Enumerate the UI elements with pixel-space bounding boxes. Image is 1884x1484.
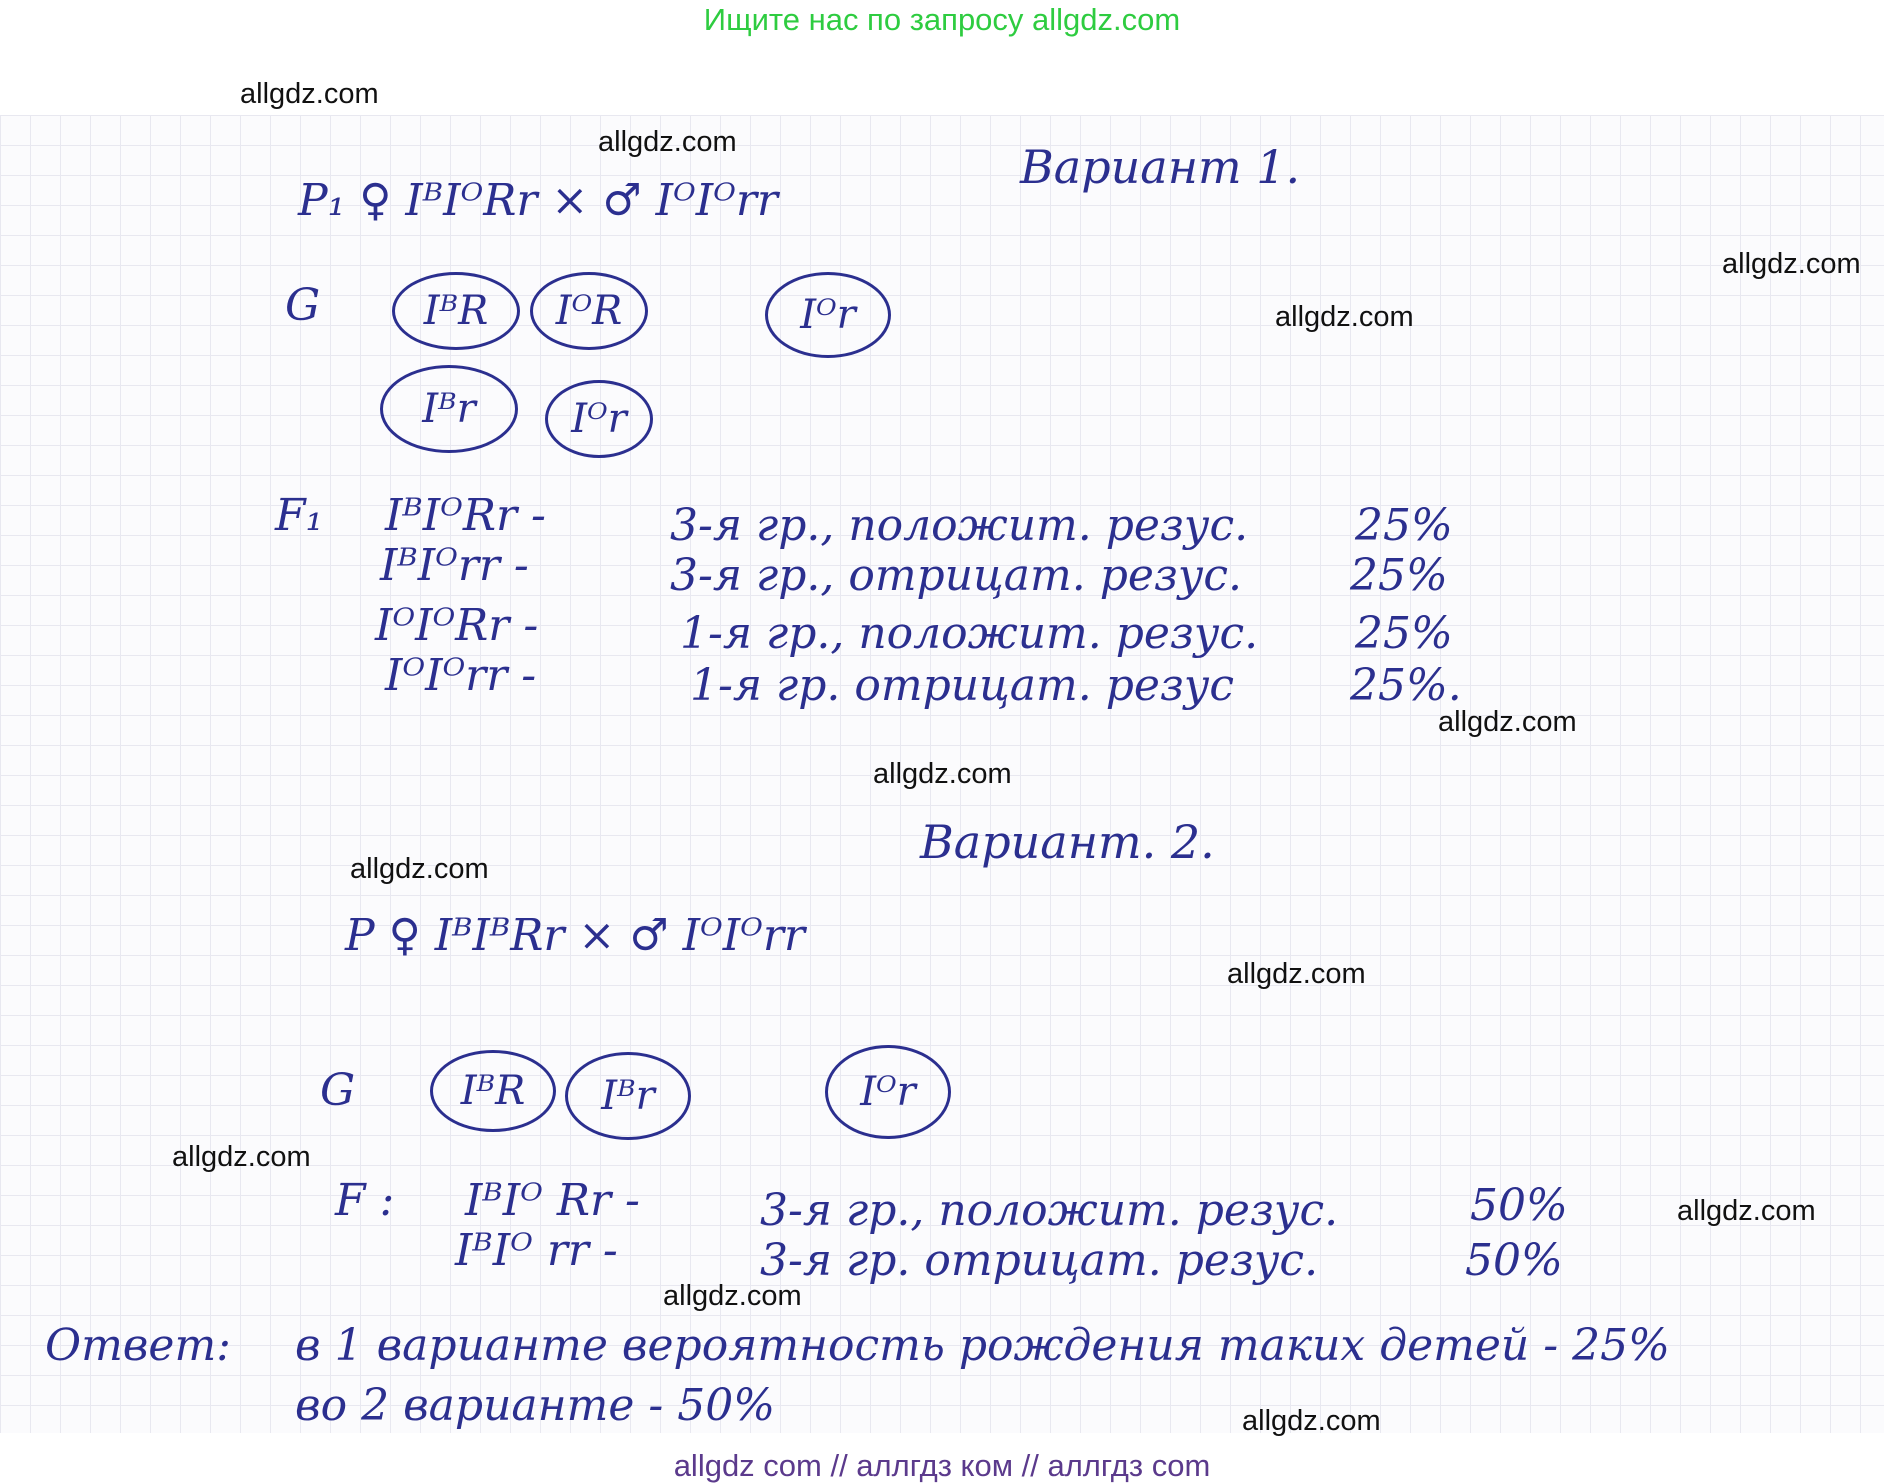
variant1-offspring-3-genotype: IᴼIᴼRr - xyxy=(375,600,539,651)
variant2-gametes-label: G xyxy=(320,1065,356,1116)
watermark: allgdz.com xyxy=(1438,706,1577,738)
variant1-offspring-1-desc: 3-я гр., положит. резус. xyxy=(670,500,1249,551)
variant1-gamete-3: Iᴼr xyxy=(765,272,891,358)
variant1-offspring-4-genotype: IᴼIᴼrr - xyxy=(385,650,537,701)
variant2-parents: P ♀ IᴮIᴮRr × ♂ IᴼIᴼrr xyxy=(345,910,805,961)
variant1-offspring-3-pct: 25% xyxy=(1355,608,1453,659)
variant2-f-label: F : xyxy=(335,1175,395,1226)
variant1-parents: P₁ ♀ IᴮIᴼRr × ♂ IᴼIᴼrr xyxy=(298,175,778,226)
variant2-offspring-1-genotype: IᴮIᴼ Rr - xyxy=(465,1175,640,1226)
watermark: allgdz.com xyxy=(1677,1195,1816,1227)
answer-line-2: во 2 варианте - 50% xyxy=(295,1380,776,1431)
variant1-f-label: F₁ xyxy=(275,490,324,541)
watermark: allgdz.com xyxy=(1242,1405,1381,1437)
variant1-gametes-label: G xyxy=(285,280,321,331)
variant2-gamete-1: IᴮR xyxy=(430,1050,556,1132)
variant1-offspring-2-genotype: IᴮIᴼrr - xyxy=(380,540,529,591)
variant1-offspring-4-desc: 1-я гр. отрицат. резус xyxy=(690,660,1235,711)
variant1-gamete-5: Iᴼr xyxy=(545,380,653,458)
footer-banner: allgdz com // аллгдз ком // аллгдз com xyxy=(673,1448,1211,1483)
watermark: allgdz.com xyxy=(1227,958,1366,990)
top-banner: Ищите нас по запросу allgdz.com xyxy=(703,2,1181,37)
variant2-gamete-2: Iᴮr xyxy=(565,1052,691,1140)
variant1-gamete-1: IᴮR xyxy=(392,272,520,350)
variant1-offspring-3-desc: 1-я гр., положит. резус. xyxy=(680,608,1259,659)
watermark: allgdz.com xyxy=(598,126,737,158)
watermark: allgdz.com xyxy=(1275,301,1414,333)
watermark: allgdz.com xyxy=(350,853,489,885)
watermark: allgdz.com xyxy=(172,1141,311,1173)
variant1-offspring-4-pct: 25%. xyxy=(1350,660,1462,711)
variant1-offspring-1-pct: 25% xyxy=(1355,500,1453,551)
watermark: allgdz.com xyxy=(663,1280,802,1312)
watermark: allgdz.com xyxy=(240,78,379,110)
watermark: allgdz.com xyxy=(1722,248,1861,280)
watermark: allgdz.com xyxy=(873,758,1012,790)
variant2-offspring-1-desc: 3-я гр., положит. резус. xyxy=(760,1185,1339,1236)
answer-label: Ответ: xyxy=(45,1320,231,1371)
variant1-gamete-2: IᴼR xyxy=(530,272,648,350)
variant1-title: Вариант 1. xyxy=(1020,140,1301,194)
answer-line-1: в 1 варианте вероятность рождения таких детей - 25% xyxy=(295,1320,1670,1371)
variant1-offspring-2-desc: 3-я гр., отрицат. резус. xyxy=(670,550,1243,601)
variant2-offspring-2-pct: 50% xyxy=(1465,1235,1563,1286)
variant1-gamete-4: Iᴮr xyxy=(380,365,518,453)
variant2-title: Вариант. 2. xyxy=(920,815,1215,869)
variant1-offspring-2-pct: 25% xyxy=(1350,550,1448,601)
variant1-offspring-1-genotype: IᴮIᴼRr - xyxy=(385,490,546,541)
variant2-offspring-2-desc: 3-я гр. отрицат. резус. xyxy=(760,1235,1319,1286)
variant2-offspring-1-pct: 50% xyxy=(1470,1180,1568,1231)
variant2-gamete-3: Iᴼr xyxy=(825,1045,951,1139)
variant2-offspring-2-genotype: IᴮIᴼ rr - xyxy=(455,1225,618,1276)
